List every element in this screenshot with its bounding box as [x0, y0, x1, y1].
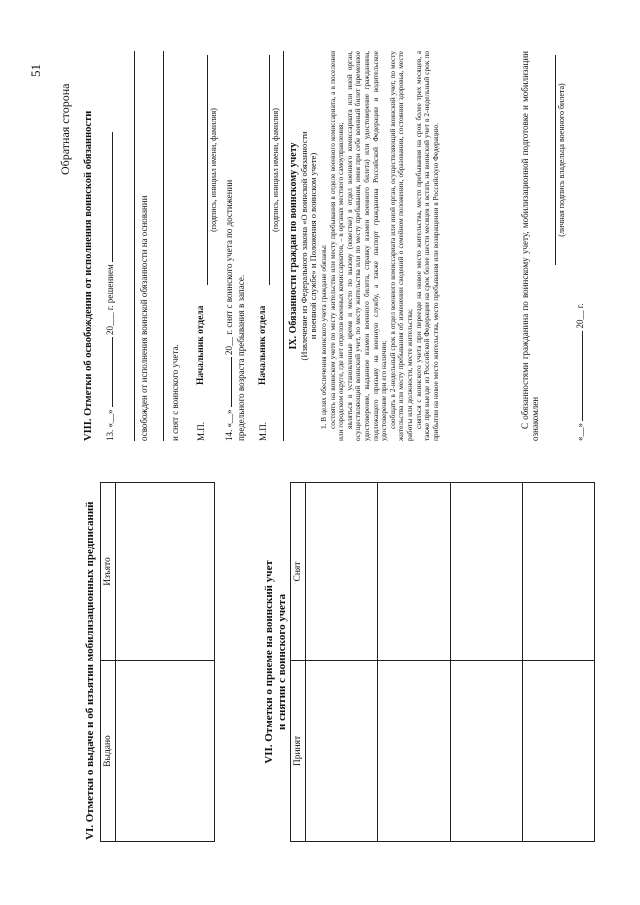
ix-paragraph: 1. В целях обеспечения воинского учета граждане обязаны: — [319, 244, 328, 429]
line-13-decision-blank — [112, 132, 113, 262]
line-13-prefix: 13. «__» — [105, 409, 115, 441]
cell-accepted-1 — [306, 661, 378, 842]
col-withdrawn-header: Изъято — [101, 483, 116, 661]
section-vi-table — [100, 482, 215, 842]
signature-line-1 — [207, 55, 208, 285]
line-14-prefix: 14. «__» — [224, 409, 234, 441]
signature-hint-1: (подпись, инициал имени, фамилия) — [209, 108, 218, 232]
section-viii-title: VIII. Отметки об освобождении от исполнения воинской обязанности — [83, 110, 94, 441]
col-removed-header: Снят — [291, 483, 306, 661]
ix-paragraph: состоять на воинском учете по месту жительства или месту пребывания в отделе военного комиссариата, а в поселении или городском округе, где нет отделов военных комиссариатов, – в органах местного самоуправления; — [327, 51, 346, 441]
mp-2: М.П. — [258, 421, 268, 441]
line-14-cont: предельного возраста пребывания в запасе. — [236, 274, 246, 441]
removed-text: и снят с воинского учета. — [170, 344, 180, 441]
section-vii-table — [290, 482, 595, 842]
date-prefix: «__» — [575, 423, 585, 441]
line-14-text: 20__ г. снят с воинского учета по достижении — [224, 179, 234, 355]
cell-removed-1 — [306, 483, 378, 661]
exempt-text: освобожден от исполнения воинской обязанности на основании — [139, 195, 149, 441]
cell-withdrawn — [116, 483, 215, 661]
ix-paragraph: сняться с воинского учета при переезде на новое место жительства, место пребывания на срок более трех месяцев, а также при выезде из Российской Федерации на срок более шести месяцев и встать на воинский учет в 2-недельный срок по прибытии на новое место жительства, место пребывания или возвращении в Российскую Федерацию. — [413, 51, 440, 441]
col-issued-header: Выдано — [101, 661, 116, 842]
signature-hint-2: (подпись, инициал имени, фамилия) — [271, 108, 280, 232]
section-vi-title: VI. Отметки о выдаче и об изъятии мобилизационных предписаний — [84, 501, 96, 840]
section-vii-title-line2: и снятии с воинского учета — [276, 594, 288, 730]
ix-paragraph: сообщать в 2-недельный срок в отдел военного комиссариата или иной орган, осуществляющий воинский учет, по месту жительства или месту пребывания об изменении сведений о семейном положении, образовании, состоянии здоровья, месте работы или должности, месте жительства; — [387, 51, 414, 441]
blank-line — [163, 51, 164, 441]
line-13-year: 20___ г. решением — [105, 264, 115, 335]
side-label: Обратная сторона — [58, 83, 72, 175]
blank-line — [134, 51, 135, 441]
mp-1: М.П. — [196, 421, 206, 441]
section-ix-subtitle-1: (Извлечение из Федерального закона «О воинской обязанности — [299, 131, 309, 361]
page-number: 51 — [28, 64, 43, 77]
cell-removed-4 — [522, 483, 594, 661]
section-ix-title: IX. Обязанности граждан по воинскому учету — [288, 142, 299, 350]
section-vii-title-line1: VII. Отметки о приеме на воинский учет — [263, 560, 275, 764]
separator-line — [283, 51, 284, 441]
owner-signature-hint: (личная подпись владельца военного билета) — [557, 83, 566, 237]
line-13-blank — [112, 337, 113, 407]
cell-accepted-3 — [450, 661, 522, 842]
line-13 — [105, 51, 117, 441]
cell-accepted-2 — [378, 661, 450, 842]
cell-issued — [116, 661, 215, 842]
section-ix-subtitle-2: и военной службе» и Положения о воинском учете) — [308, 152, 318, 340]
line-14 — [224, 51, 234, 441]
cell-accepted-4 — [522, 661, 594, 842]
date-suffix: 20__ г. — [575, 303, 585, 329]
ix-paragraph: являться в установленные время и место по вызову (повестке) в отдел военного комиссариата или иной орган, осуществляющий воинский учет, по месту жительства или по месту пребывания, имея при себе военный билет (временное удостоверение, выданное взамен военного билета, справку взамен военного билета) или удостоверение гражданина, подлежащего призыву на военную службу, а также паспорт гражданина Российской Федерации и водительское удостоверение при его наличии; — [344, 51, 389, 441]
owner-signature-line — [555, 55, 556, 265]
section-ix-body — [320, 51, 440, 441]
signature-line-2 — [269, 55, 270, 285]
acquainted-text: С обязанностями гражданина по воинскому учету, мобилизационной подготовке и мобилизации ознакомлен — [520, 51, 540, 441]
cell-removed-3 — [450, 483, 522, 661]
chief-1: Начальник отдела — [196, 305, 206, 385]
line-14-blank — [231, 357, 232, 407]
col-accepted-header: Принят — [291, 661, 306, 842]
chief-2: Начальник отдела — [258, 305, 268, 385]
date-line — [575, 303, 585, 441]
date-blank — [582, 331, 583, 421]
cell-removed-2 — [378, 483, 450, 661]
